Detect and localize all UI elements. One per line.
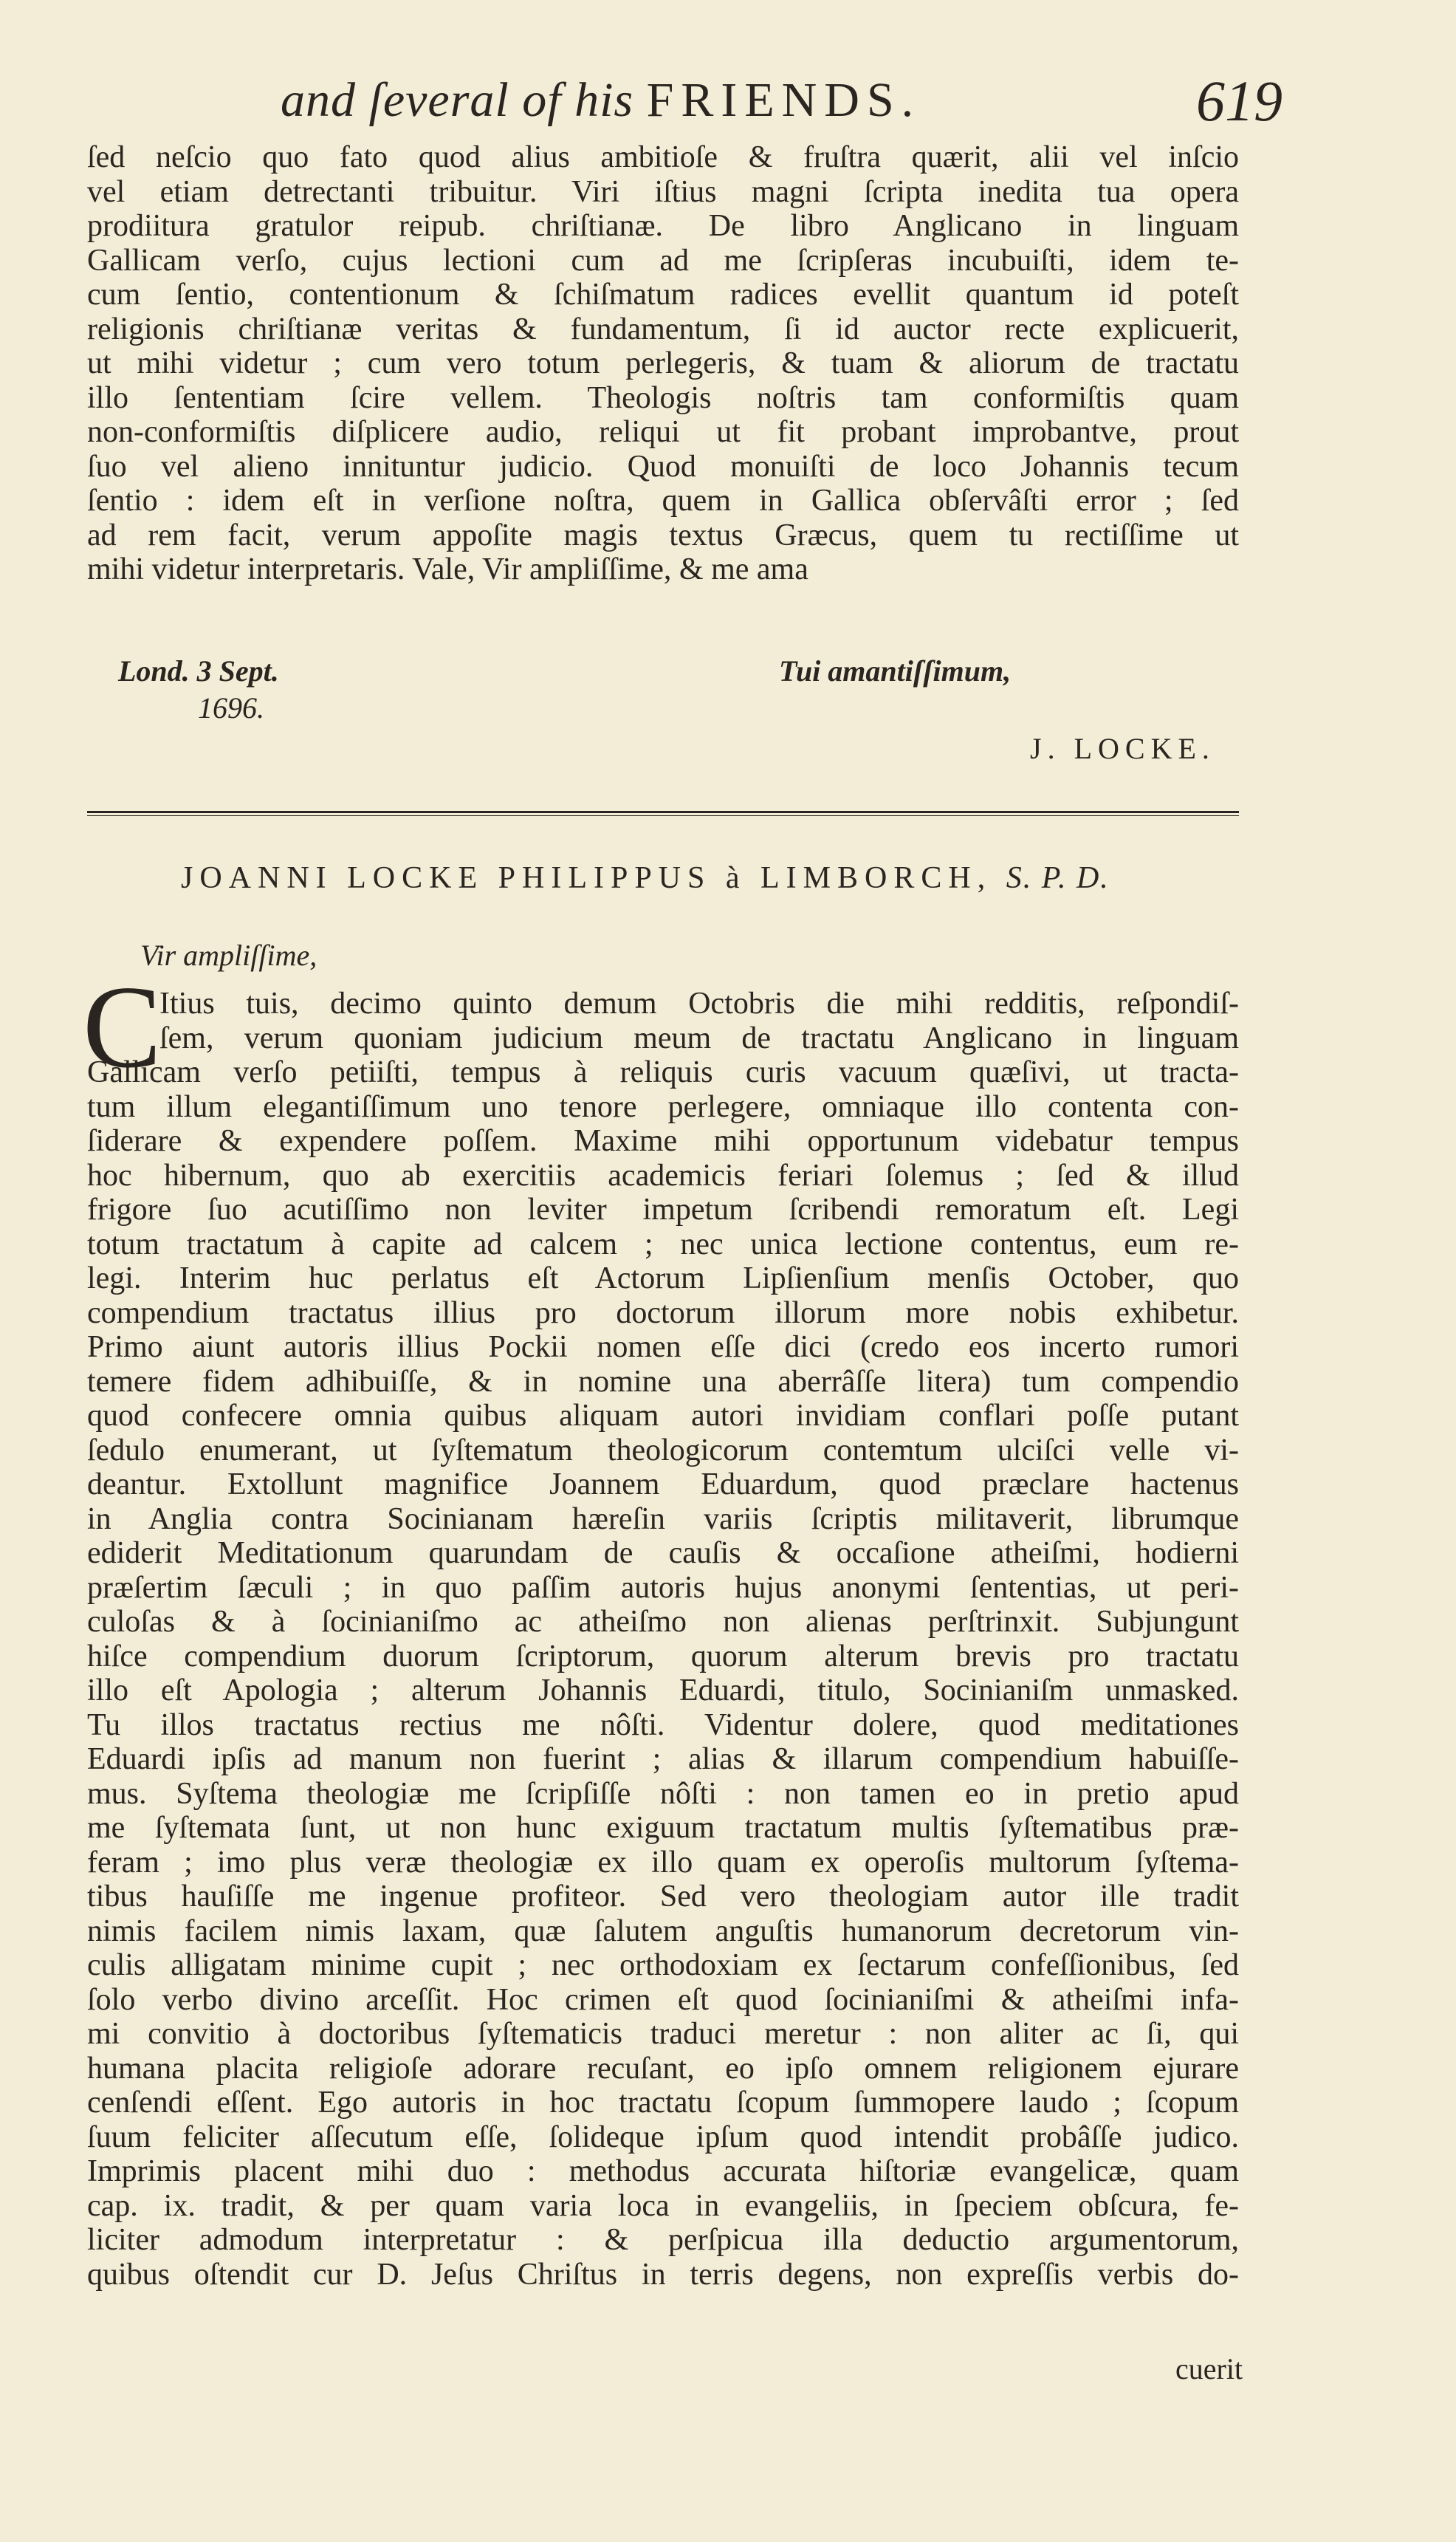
text-line: mus. Syſtema theologiæ me ſcripſiſſe nôſti : non tamen eo in pretio apud <box>87 1776 1239 1811</box>
text-line: hiſce compendium duorum ſcriptorum, quorum alterum brevis pro tractatu <box>87 1639 1239 1673</box>
letter2-salutation: Vir ampliſſime, <box>140 939 317 972</box>
text-line: temere fidem adhibuiſſe, & in nomine una aberrâſſe litera) tum compendio <box>87 1364 1239 1399</box>
letter2-heading-sub: S. P. D. <box>1006 861 1110 895</box>
text-line: feram ; imo plus veræ theologiæ ex illo quam ex operoſis multorum ſyſtema- <box>87 1845 1239 1880</box>
text-line: vel etiam detrectanti tribuitur. Viri iſtius magni ſcripta inedita tua opera <box>87 174 1239 209</box>
text-line: præſertim ſæculi ; in quo paſſim autoris hujus anonymi ſententias, ut peri- <box>87 1570 1239 1605</box>
text-line: cap. ix. tradit, & per quam varia loca in evangeliis, in ſpeciem obſcura, fe- <box>87 2188 1239 2223</box>
section-divider <box>87 811 1239 813</box>
text-line: Gallicam verſo petiiſti, tempus à reliquis curis vacuum quæſivi, ut tracta- <box>87 1055 1239 1089</box>
catchword: cuerit <box>1175 2352 1243 2385</box>
drop-capital: C <box>83 961 162 1092</box>
text-line: illo ſententiam ſcire vellem. Theologis noſtris tam conformiſtis quam <box>87 380 1239 415</box>
text-line: in Anglia contra Socinianam hæreſin variis ſcriptis militaverit, librumque <box>87 1501 1239 1536</box>
letter1-signature: J. LOCKE. <box>1030 732 1215 765</box>
text-line: religionis chriſtianæ veritas & fundamentum, ſi id auctor recte explicuerit, <box>87 312 1239 346</box>
text-line: non-conformiſtis diſplicere audio, reliqui ut fit probant improbantve, prout <box>87 415 1239 449</box>
text-line: nimis facilem nimis laxam, quæ ſalutem anguſtis humanorum decretorum vin- <box>87 1914 1239 1948</box>
text-line: hoc hibernum, quo ab exercitiis academicis feriari ſolemus ; ſed & illud <box>87 1158 1239 1193</box>
text-line: culis alligatam minime cupit ; nec orthodoxiam ex ſectarum confeſſionibus, ſed <box>87 1948 1239 1982</box>
text-line: totum tractatum à capite ad calcem ; nec unica lectione contentus, eum re- <box>87 1227 1239 1261</box>
text-line: ediderit Meditationum quarundam de cauſis & occaſione atheiſmi, hodierni <box>87 1536 1239 1570</box>
text-line: quibus oſtendit cur D. Jeſus Chriſtus in terris degens, non expreſſis verbis do- <box>87 2257 1239 2292</box>
text-line: Gallicam verſo, cujus lectioni cum ad me ſcripſeras incubuiſti, idem te- <box>87 243 1239 278</box>
text-line: ſuo vel alieno innituntur judicio. Quod monuiſti de loco Johannis tecum <box>87 449 1239 484</box>
text-line: ſuum feliciter aſſecutum eſſe, ſolideque ipſum quod intendit probâſſe judico. <box>87 2120 1239 2154</box>
running-title-caps: FRIENDS. <box>646 73 921 127</box>
text-line: Primo aiunt autoris illius Pockii nomen eſſe dici (credo eos incerto rumori <box>87 1330 1239 1364</box>
text-line: ſem, verum quoniam judicium meum de tractatu Anglicano in linguam <box>159 1021 1239 1055</box>
running-title <box>281 72 921 129</box>
text-line: deantur. Extollunt magnifice Joannem Eduardum, quod præclare hactenus <box>87 1467 1239 1501</box>
text-line: illo eſt Apologia ; alterum Johannis Eduardi, titulo, Socinianiſm unmasked. <box>87 1673 1239 1707</box>
letter1-body <box>87 140 1239 587</box>
text-line: humana placita religioſe adorare recuſant, eo ipſo omnem religionem ejurare <box>87 2051 1239 2086</box>
text-line: cenſendi eſſent. Ego autoris in hoc tractatu ſcopum ſummopere laudo ; ſcopum <box>87 2086 1239 2120</box>
text-line: mi convitio à doctoribus ſyſtematicis traduci meretur : non aliter ac ſi, qui <box>87 2017 1239 2051</box>
text-line: tum illum elegantiſſimum uno tenore perlegere, omniaque illo contenta con- <box>87 1089 1239 1124</box>
text-line: frigore ſuo acutiſſimo non leviter impetum ſcribendi remoratum eſt. Legi <box>87 1193 1239 1227</box>
letter1-place-date: Lond. 3 Sept. <box>118 654 279 688</box>
text-line: compendium tractatus illius pro doctorum illorum more nobis exhibetur. <box>87 1295 1239 1330</box>
text-line: ſiderare & expendere poſſem. Maxime mihi opportunum videbatur tempus <box>87 1124 1239 1158</box>
text-line: tibus hauſiſſe me ingenue profiteor. Sed vero theologiam autor ille tradit <box>87 1880 1239 1914</box>
letter1-closing: Tui amantiſſimum, <box>779 654 1012 688</box>
text-line: Imprimis placent mihi duo : methodus accurata hiſtoriæ evangelicæ, quam <box>87 2154 1239 2188</box>
text-line: Itius tuis, decimo quinto demum Octobris die mihi redditis, reſpondiſ- <box>159 987 1239 1021</box>
text-line: me ſyſtemata ſunt, ut non hunc exiguum tractatum multis ſyſtematibus præ- <box>87 1811 1239 1845</box>
text-line: ſentio : idem eſt in verſione noſtra, quem in Gallica obſervâſti error ; ſed <box>87 484 1239 518</box>
letter2-body <box>87 987 1239 2292</box>
text-line: cum ſentio, contentionum & ſchiſmatum radices evellit quantum id poteſt <box>87 278 1239 312</box>
letter2-heading <box>181 860 1110 896</box>
text-line: ſedulo enumerant, ut ſyſtematum theologicorum contemtum ulciſci velle vi- <box>87 1433 1239 1467</box>
text-line: legi. Interim huc perlatus eſt Actorum Lipſienſium menſis October, quo <box>87 1261 1239 1295</box>
letter1-year: 1696. <box>198 691 264 724</box>
text-line: mihi videtur interpretaris. Vale, Vir ampliſſime, & me ama <box>87 552 808 586</box>
text-line: Eduardi ipſis ad manum non fuerint ; alias & illarum compendium habuiſſe- <box>87 1742 1239 1776</box>
letter2-heading-main: JOANNI LOCKE PHILIPPUS à LIMBORCH, <box>181 861 992 895</box>
running-title-prefix: and ſeveral of his <box>281 73 634 127</box>
text-line: culoſas & à ſocinianiſmo ac atheiſmo non alienas perſtrinxit. Subjungunt <box>87 1605 1239 1639</box>
text-line: prodiitura gratulor reipub. chriſtianæ. De libro Anglicano in linguam <box>87 209 1239 243</box>
text-line: ſed neſcio quo fato quod alius ambitioſe & fruſtra quærit, alii vel inſcio <box>87 140 1239 174</box>
text-line: ut mihi videtur ; cum vero totum perlegeris, & tuam & aliorum de tractatu <box>87 346 1239 380</box>
page-number: 619 <box>1196 69 1282 133</box>
text-line: quod confecere omnia quibus aliquam autori invidiam conflari poſſe putant <box>87 1399 1239 1433</box>
text-line: ſolo verbo divino arceſſit. Hoc crimen eſt quod ſocinianiſmi & atheiſmi infa- <box>87 1982 1239 2017</box>
text-line: liciter admodum interpretatur : & perſpicua illa deductio argumentorum, <box>87 2223 1239 2257</box>
text-line: Tu illos tractatus rectius me nôſti. Videntur dolere, quod meditationes <box>87 1707 1239 1742</box>
text-line: ad rem facit, verum appoſite magis textus Græcus, quem tu rectiſſime ut <box>87 518 1239 552</box>
